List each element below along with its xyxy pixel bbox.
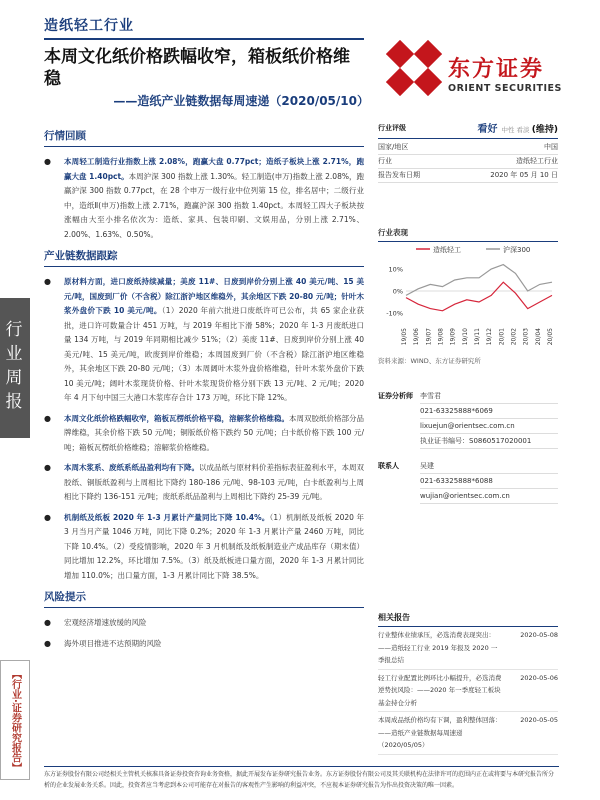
report-title: 本周文化纸价格跌幅收窄，箱板纸价格维稳	[44, 47, 350, 89]
contact-email[interactable]: wujian@orientsec.com.cn	[420, 489, 558, 504]
contact-phone: 021-63325888*6088	[420, 474, 558, 489]
chart-title: 行业表现	[378, 227, 558, 242]
tracking-para-bold: 本周木浆系、废纸系纸品盈利均有下降。	[64, 463, 199, 472]
analyst-cert: 执业证书编号：S0860517020001	[420, 434, 558, 449]
section-industry-tracking: 产业链数据跟踪	[44, 248, 364, 267]
logo-en-text: ORIENT SECURITIES	[448, 83, 562, 94]
market-paragraph	[44, 155, 364, 242]
analyst-block	[378, 389, 558, 504]
info-value: 中国	[544, 143, 558, 151]
header-rule	[44, 38, 364, 40]
contact-row	[378, 489, 558, 504]
info-value: 2020 年 05 月 10 日	[490, 171, 558, 179]
info-key: 报告发布日期	[378, 171, 420, 179]
analyst-row	[378, 419, 558, 434]
analyst-name: 李雪君	[420, 389, 558, 404]
y-tick-label: 0%	[392, 287, 403, 296]
side-tab-label: 行业周报	[5, 320, 25, 412]
analyst-row	[378, 404, 558, 419]
x-tick-label: 20/04	[534, 328, 542, 346]
series-line	[406, 282, 552, 311]
rating-value: 看好	[477, 124, 498, 135]
contact-row	[378, 474, 558, 489]
related-report-title: 行业整体业绩承压，必选消费表现突出：——造纸轻工行业 2019 年报及 2020 一季报总结	[378, 631, 498, 664]
analyst-phone: 021-63325888*6069	[420, 404, 558, 419]
related-report-date: 2020-05-05	[520, 716, 558, 724]
x-tick-label: 20/01	[498, 328, 506, 346]
y-tick-label: -10%	[386, 309, 403, 318]
risk-item: ● 海外项目推进不达预期的风险	[44, 637, 364, 652]
industry-performance-chart	[378, 242, 558, 350]
tracking-paragraph	[44, 412, 364, 456]
x-tick-label: 19/05	[401, 328, 408, 346]
tracking-paragraph	[44, 461, 364, 505]
tracking-para-text: 以成品纸与原材料价差指标表征盈利水平，本周双胶纸、铜版纸盈利与上周相比下降约 180-186 元/吨、98-103 元/吨，白卡纸盈利与上周相比下降约 136-151 元/吨；废纸系纸品盈利与上周相比下降约 25-39 元/吨。	[64, 463, 364, 501]
contact-label: 联系人	[378, 462, 399, 470]
contact-name: 吴建	[420, 459, 558, 474]
x-tick-label: 19/10	[461, 328, 469, 346]
x-tick-label: 19/12	[486, 328, 494, 346]
related-report-title: 本周成品纸价格均有下调，盈利整体回落：——造纸产业链数据每周速递（2020/05/05）	[378, 716, 502, 749]
related-report-date: 2020-05-06	[520, 673, 558, 682]
info-row	[378, 155, 558, 169]
x-tick-label: 20/02	[510, 328, 518, 346]
tracking-paragraph	[44, 275, 364, 406]
sidebar-info	[378, 120, 558, 504]
related-report-item[interactable]	[378, 712, 558, 755]
legend-label: 沪深300	[503, 246, 531, 254]
analyst-email[interactable]: lixuejun@orientsec.com.cn	[420, 419, 558, 434]
related-report-item[interactable]	[378, 627, 558, 670]
info-value: 造纸轻工行业	[516, 157, 558, 165]
analyst-label: 证券分析师	[378, 392, 413, 400]
analyst-row	[378, 434, 558, 449]
info-row	[378, 141, 558, 155]
x-tick-label: 19/11	[474, 328, 481, 346]
tracking-para-text: 本周双胶纸价格部分品牌维稳，其余价格下跌 50 元/吨；铜版纸价格下跌约 50 元/吨；白卡纸价格下跌 100 元/吨；箱板瓦楞纸价格维稳；溶解浆价格维稳。	[64, 413, 364, 452]
related-report-title: 轻工行业配置比例环比小幅提升，必选消费逆势抗风险：——2020 年一季度轻工板块基金持仓分析	[378, 673, 502, 707]
info-key: 行业	[378, 157, 392, 165]
tracking-para-text: （1）2020 年前六批进口废纸许可已公布，共 65 家企业获批，进口许可数量合计 451 万吨，与 2019 年相比下滑 58%；2020 年 1-3 月废纸进口量 134 万吨，与 2019 年同期相比减少 51%；（2）美废 11#、日废到岸价分别上涨 40 美元/吨、15 美元/吨，欧废到岸价维稳；本周国废到厂价（不含税）除江浙沪地区维稳外，其余地区下跌 20-80 元/吨；（3）本周阔叶木浆外盘价格维稳，针叶木浆外盘价下跌 10 美元/吨；阔叶木浆现货价格、针叶木浆现货价格分别下跌 13 元/吨、2 元/吨；2020 年 4 月下旬中国三大港口木浆库存合计 173 万吨，环比下降 12%。	[64, 306, 364, 402]
chart-source: 资料来源：WIND、东方证券研究所	[378, 357, 481, 365]
section-risk: 风险提示	[44, 589, 364, 608]
disclaimer-footer: 东方证券股份有限公司经相关主管机关核准具备证券投资咨询业务资格，据此开展发布证券研究报告业务。东方证券股份有限公司及其关联机构在法律许可的范围内正在或将要与本研究报告所分析的企业发展业务关系。因此，投资者应当考虑到本公司可能存在对报告的客观性产生影响的利益冲突，不应视本证券研究报告为作出投资决策的唯一因素。	[44, 766, 559, 791]
risk-item: ● 宏观经济增速放缓的风险	[44, 616, 364, 631]
market-para-bold: 本周轻工制造行业指数上涨 2.08%，跑赢大盘 0.77pct；造纸子板块上涨 2.71%，跑赢大盘 1.40pct。	[64, 157, 364, 181]
logo-cn-text: 东方证券	[448, 57, 545, 82]
tracking-paragraph	[44, 511, 364, 584]
tracking-para-text: （1）机制纸及纸板 2020 年 3 月当月产量 1046 万吨，同比下降 0.2%；2020 年 1-3 月累计产量 2460 万吨，同比下降 10.4%。（2）受疫情影响，2020 年 3 月机制纸及纸板制造业产成品库存（期末值）同比增加 12.2%，环比增加 7.5%。（3）纸及纸板进口量方面，2020 年 1-3 月累计同比增加 110.0%；出口量方面，1-3 月累计同比下降 38.5%。	[64, 512, 364, 580]
orient-logo	[386, 40, 566, 110]
tracking-para-bold: 原材料方面，进口废纸持续减量；美废 11#、日废到岸价分别上涨 40 美元/吨、15 美元/吨，国废到厂价（不含税）除江浙沪地区维稳外，其余地区下跌 20-80 元/吨；针叶木浆外盘价下跌 10 美元/吨。	[64, 277, 364, 315]
x-tick-label: 20/05	[547, 328, 554, 346]
related-report-date: 2020-05-08	[520, 631, 558, 639]
side-bottom-label: 【行业·证券研究报告】	[9, 669, 21, 773]
y-tick-label: 10%	[388, 265, 403, 274]
rating-levels: 中性 看淡	[501, 126, 530, 134]
legend-label: 造纸轻工	[433, 246, 461, 254]
x-tick-label: 19/08	[437, 328, 445, 346]
related-report-item[interactable]	[378, 670, 558, 713]
x-tick-label: 19/07	[425, 328, 433, 346]
rating-row	[378, 120, 558, 139]
x-tick-label: 19/06	[413, 328, 421, 346]
related-reports	[378, 612, 558, 755]
info-row	[378, 169, 558, 183]
x-tick-label: 19/09	[449, 328, 457, 346]
orient-logo-mark-icon	[386, 40, 442, 96]
x-tick-label: 20/03	[522, 328, 530, 346]
rating-label: 行业评级	[378, 123, 406, 132]
report-subtitle: ——造纸产业链数据每周速递（2020/05/10）	[113, 94, 369, 108]
side-tab-weekly	[0, 298, 30, 438]
market-para-text: 本周沪深 300 指数上涨 1.30%。轻工制造(申万)指数上涨 2.08%，跑赢沪深 300 指数 0.77pct，在 28 个申万一级行业中位列第 15 位，排名居中；二级行业中，造纸Ⅱ(申万)指数上涨 2.71%，跑赢沪深 300 指数 1.40pct。本周轻工四大子板块按涨幅由大至小排名依次为：造纸、家具、包装印刷、文娱用品，分别上涨 2.71%、2.00%、1.63%、0.50%。	[64, 171, 365, 239]
section-market-review: 行情回顾	[44, 128, 364, 147]
tracking-para-bold: 机制纸及纸板 2020 年 1-3 月累计产量同比下降 10.4%。	[64, 512, 270, 522]
side-tab-report-type	[0, 660, 30, 780]
analyst-row	[378, 389, 558, 404]
related-title: 相关报告	[378, 612, 558, 627]
tracking-para-bold: 本周文化纸价格跌幅收窄，箱板瓦楞纸价格平稳，溶解浆价格维稳。	[64, 413, 289, 423]
industry-tag: 造纸轻工行业	[44, 18, 134, 34]
contact-row	[378, 459, 558, 474]
main-content	[44, 128, 364, 657]
info-key: 国家/地区	[378, 143, 409, 151]
rating-keep: (维持)	[531, 125, 558, 135]
